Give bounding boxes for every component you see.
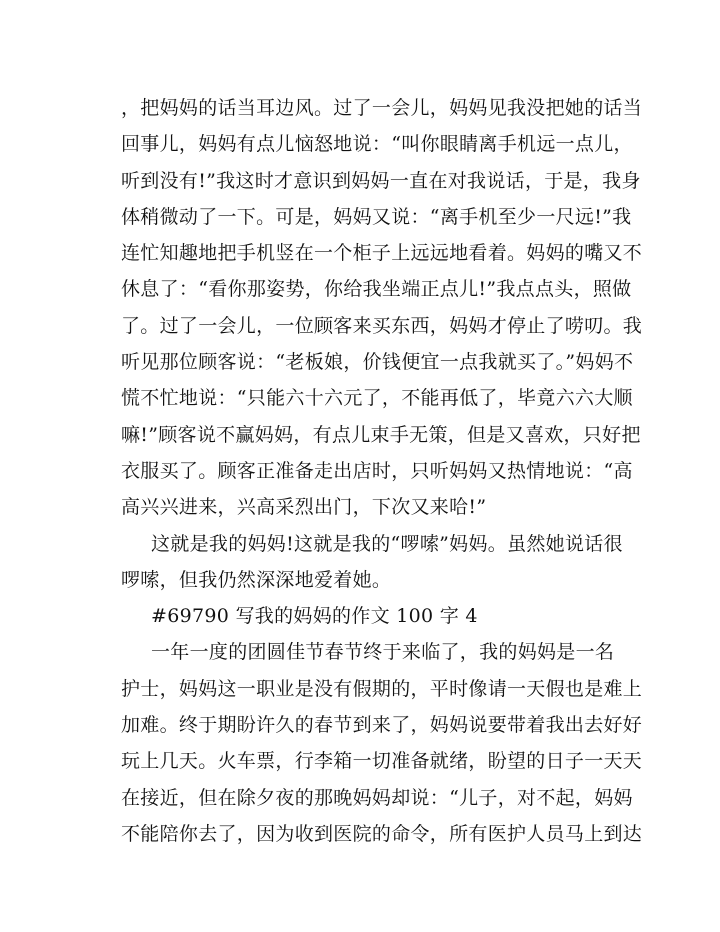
text-line: 了。过了一会儿，一位顾客来买东西，妈妈才停止了唠叨。我 xyxy=(121,314,643,337)
text-line: 嘛!”顾客说不赢妈妈，有点儿束手无策，但是又喜欢，只好把 xyxy=(121,423,641,446)
text-line: 高兴兴进来，兴高采烈出门，下次又来哈!” xyxy=(121,496,487,519)
text-line: 玩上几天。火车票，行李箱一切准备就绪，盼望的日子一天天 xyxy=(121,750,643,773)
text-line: 护士，妈妈这一职业是没有假期的，平时像请一天假也是难上 xyxy=(121,677,643,700)
document-body xyxy=(121,90,643,852)
paragraph-3 xyxy=(121,634,643,852)
paragraph-1 xyxy=(121,90,643,526)
text-line: 加难。终于期盼许久的春节到来了，妈妈说要带着我出去好好 xyxy=(121,714,643,737)
text-line: 在接近，但在除夕夜的那晚妈妈却说：“儿子，对不起，妈妈 xyxy=(121,786,633,809)
text-line: 不能陪你去了，因为收到医院的命令，所有医护人员马上到达 xyxy=(121,822,643,845)
text-line: 体稍微动了一下。可是，妈妈又说：“离手机至少一尺远!”我 xyxy=(121,205,632,228)
text-line: 休息了：“看你那姿势，你给我坐端正点儿!”我点点头，照做 xyxy=(121,278,632,301)
text-line: 回事儿，妈妈有点儿恼怒地说：“叫你眼睛离手机远一点儿， xyxy=(121,133,633,156)
text-line: 听见那位顾客说：“老板娘，价钱便宜一点我就买了。”妈妈不 xyxy=(121,351,634,374)
text-line: 啰嗦，但我仍然深深地爱着她。 xyxy=(121,568,392,591)
text-line: 衣服买了。顾客正准备走出店时，只听妈妈又热情地说：“高 xyxy=(121,459,633,482)
paragraph-2 xyxy=(121,526,623,599)
essay-heading: #69790 写我的妈妈的作文 100 字 4 xyxy=(151,605,478,628)
text-line: 一年一度的团圆佳节春节终于来临了，我的妈妈是一名 xyxy=(151,641,615,664)
text-line: 听到没有!”我这时才意识到妈妈一直在对我说话，于是，我身 xyxy=(121,169,641,192)
text-line: ，把妈妈的话当耳边风。过了一会儿，妈妈见我没把她的话当 xyxy=(121,97,643,119)
text-line: 这就是我的妈妈!这就是我的“啰嗦”妈妈。虽然她说话很 xyxy=(151,532,623,555)
text-line: 慌不忙地说：“只能六十六元了，不能再低了，毕竟六六大顺 xyxy=(121,387,633,410)
text-line: 连忙知趣地把手机竖在一个柜子上远远地看着。妈妈的嘴又不 xyxy=(121,242,643,265)
